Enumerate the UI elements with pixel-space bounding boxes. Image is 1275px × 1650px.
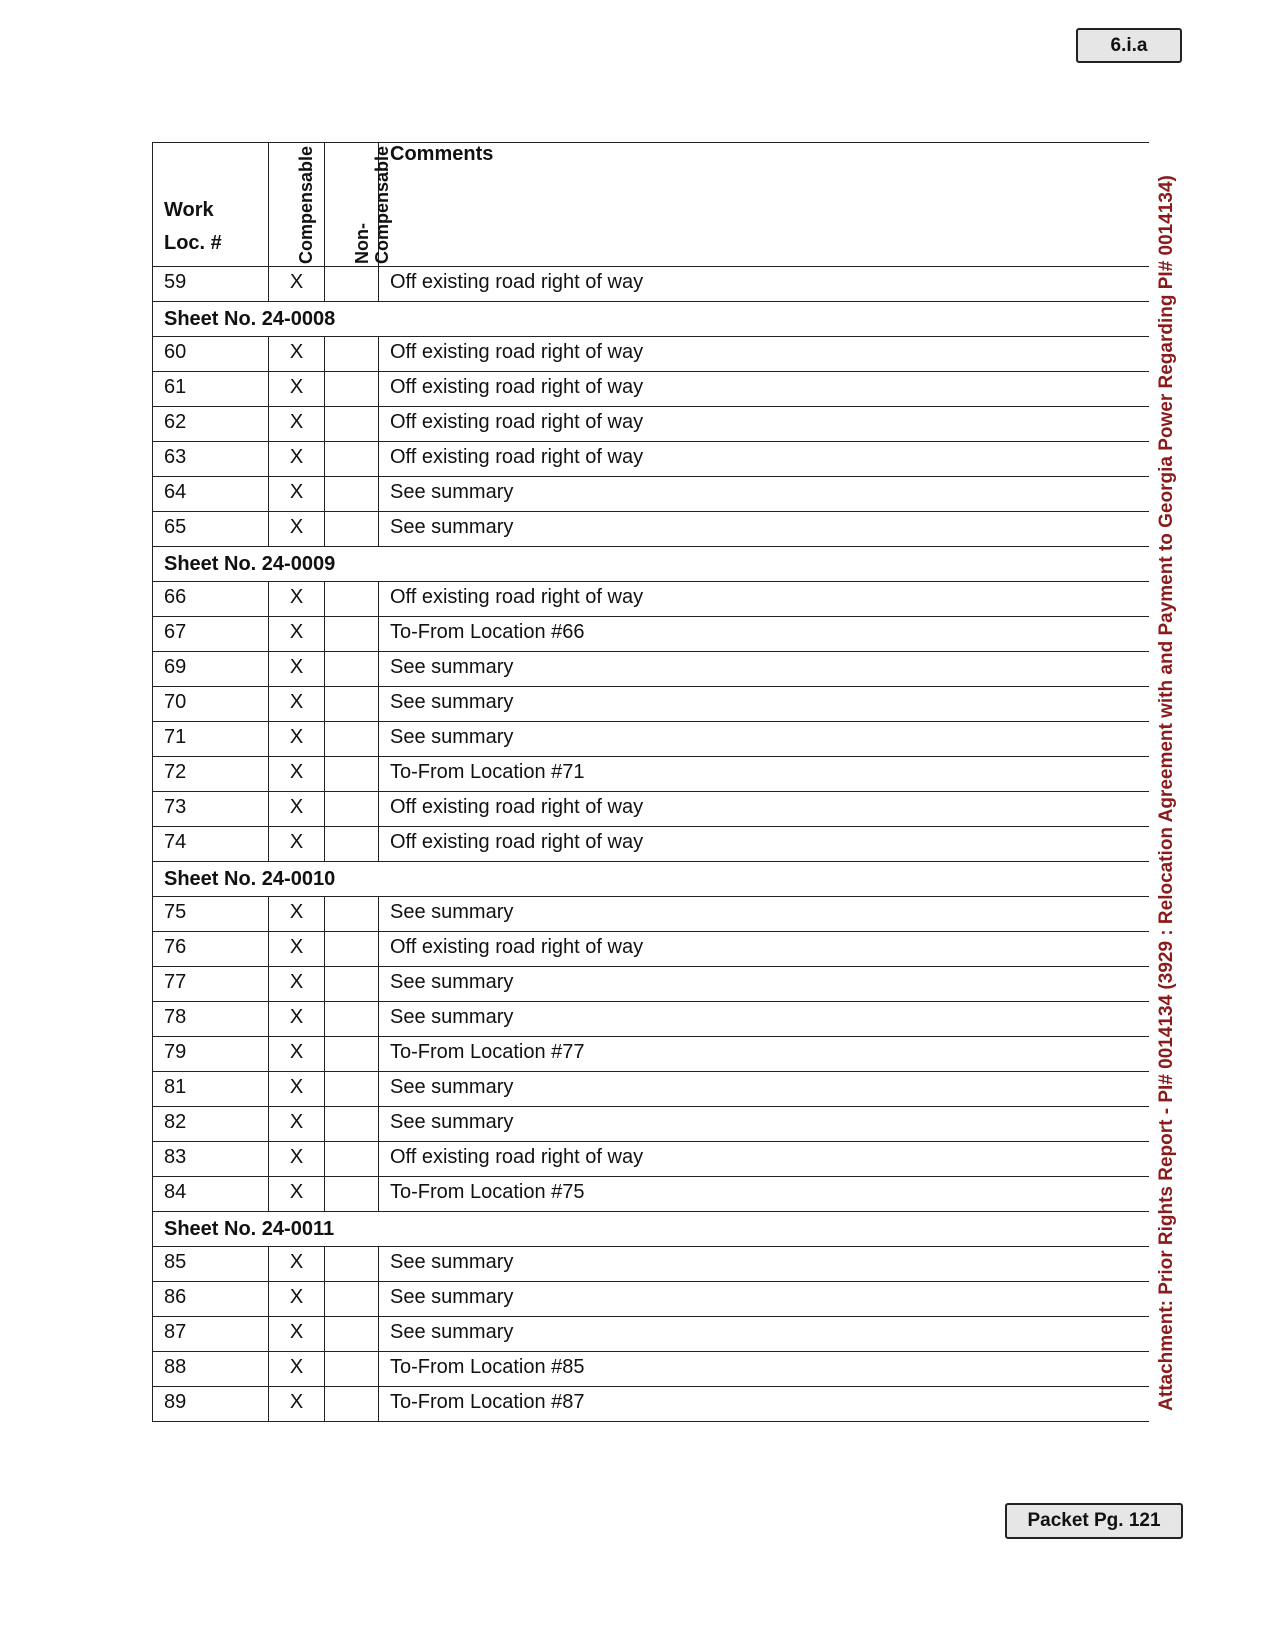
header-non-compensable-label bbox=[352, 146, 392, 264]
non-compensable-cell bbox=[325, 442, 379, 476]
sheet-number-row bbox=[153, 862, 1149, 897]
compensable-cell: X bbox=[269, 967, 325, 1001]
work-location-table bbox=[152, 142, 1149, 1422]
table-row bbox=[153, 372, 1149, 407]
work-loc-cell: 86 bbox=[153, 1282, 269, 1316]
compensable-cell: X bbox=[269, 932, 325, 966]
work-loc-cell: 89 bbox=[153, 1387, 269, 1421]
compensable-cell: X bbox=[269, 617, 325, 651]
non-compensable-cell bbox=[325, 757, 379, 791]
table-row bbox=[153, 687, 1149, 722]
work-loc-cell: 74 bbox=[153, 827, 269, 861]
comment-cell: Off existing road right of way bbox=[390, 1146, 644, 1168]
sheet-number-label: Sheet No. 24-0011 bbox=[164, 1217, 335, 1240]
table-row bbox=[153, 477, 1149, 512]
work-loc-cell: 67 bbox=[153, 617, 269, 651]
non-compensable-cell bbox=[325, 512, 379, 546]
compensable-cell: X bbox=[269, 1177, 325, 1211]
table-row bbox=[153, 337, 1149, 372]
work-loc-cell: 65 bbox=[153, 512, 269, 546]
compensable-cell: X bbox=[269, 1247, 325, 1281]
compensable-cell: X bbox=[269, 477, 325, 511]
table-row bbox=[153, 1282, 1149, 1317]
comment-cell: Off existing road right of way bbox=[390, 936, 644, 958]
compensable-cell: X bbox=[269, 267, 325, 301]
packet-page-number: Packet Pg. 121 bbox=[1005, 1503, 1183, 1539]
sheet-number-row bbox=[153, 547, 1149, 582]
comment-cell: To-From Location #85 bbox=[390, 1356, 585, 1378]
non-compensable-cell bbox=[325, 582, 379, 616]
comment-cell: Off existing road right of way bbox=[390, 376, 644, 398]
attachment-side-caption: Attachment: Prior Rights Report - PI# 0014134 (3929 : Relocation Agreement with and Payment to Georgia Power Regarding PI# 0014134) bbox=[1156, 175, 1177, 1411]
compensable-cell: X bbox=[269, 1037, 325, 1071]
work-loc-cell: 73 bbox=[153, 792, 269, 826]
table-row bbox=[153, 442, 1149, 477]
table-row bbox=[153, 1177, 1149, 1212]
work-loc-cell: 69 bbox=[153, 652, 269, 686]
non-compensable-cell bbox=[325, 337, 379, 371]
agenda-item-tag: 6.i.a bbox=[1076, 28, 1182, 63]
compensable-cell: X bbox=[269, 512, 325, 546]
table-row bbox=[153, 897, 1149, 932]
work-loc-cell: 59 bbox=[153, 267, 269, 301]
table-row bbox=[153, 1002, 1149, 1037]
work-loc-cell: 75 bbox=[153, 897, 269, 931]
table-row bbox=[153, 1387, 1149, 1422]
table-row bbox=[153, 617, 1149, 652]
work-loc-cell: 76 bbox=[153, 932, 269, 966]
comment-cell: See summary bbox=[390, 1321, 514, 1343]
non-compensable-cell bbox=[325, 1107, 379, 1141]
compensable-cell: X bbox=[269, 897, 325, 931]
comment-cell: Off existing road right of way bbox=[390, 411, 644, 433]
non-compensable-cell bbox=[325, 267, 379, 301]
compensable-cell: X bbox=[269, 337, 325, 371]
table-row bbox=[153, 1352, 1149, 1387]
sheet-number-row bbox=[153, 1212, 1149, 1247]
table-row bbox=[153, 1107, 1149, 1142]
comment-cell: To-From Location #75 bbox=[390, 1181, 585, 1203]
work-loc-cell: 61 bbox=[153, 372, 269, 406]
work-loc-cell: 71 bbox=[153, 722, 269, 756]
comment-cell: See summary bbox=[390, 1006, 514, 1028]
non-compensable-cell bbox=[325, 1317, 379, 1351]
comment-cell: See summary bbox=[390, 1251, 514, 1273]
compensable-cell: X bbox=[269, 792, 325, 826]
work-loc-cell: 60 bbox=[153, 337, 269, 371]
non-compensable-cell bbox=[325, 1387, 379, 1421]
non-compensable-cell bbox=[325, 722, 379, 756]
table-row bbox=[153, 1142, 1149, 1177]
non-compensable-cell bbox=[325, 1002, 379, 1036]
work-loc-cell: 72 bbox=[153, 757, 269, 791]
comment-cell: To-From Location #87 bbox=[390, 1391, 585, 1413]
header-non-line2: Compensable bbox=[371, 145, 392, 264]
table-row bbox=[153, 1317, 1149, 1352]
work-loc-cell: 81 bbox=[153, 1072, 269, 1106]
comment-cell: See summary bbox=[390, 656, 514, 678]
non-compensable-cell bbox=[325, 372, 379, 406]
comment-cell: Off existing road right of way bbox=[390, 271, 644, 293]
header-work-line1: Work bbox=[164, 199, 214, 221]
non-compensable-cell bbox=[325, 617, 379, 651]
table-row bbox=[153, 1037, 1149, 1072]
sheet-number-label: Sheet No. 24-0009 bbox=[164, 552, 336, 575]
non-compensable-cell bbox=[325, 477, 379, 511]
comment-cell: See summary bbox=[390, 1286, 514, 1308]
work-loc-cell: 62 bbox=[153, 407, 269, 441]
header-work-loc bbox=[153, 143, 269, 266]
compensable-cell: X bbox=[269, 1142, 325, 1176]
non-compensable-cell bbox=[325, 792, 379, 826]
compensable-cell: X bbox=[269, 1002, 325, 1036]
comment-cell: To-From Location #66 bbox=[390, 621, 585, 643]
table-row bbox=[153, 582, 1149, 617]
comment-cell: Off existing road right of way bbox=[390, 586, 644, 608]
work-loc-cell: 88 bbox=[153, 1352, 269, 1386]
comment-cell: See summary bbox=[390, 691, 514, 713]
header-compensable bbox=[269, 143, 325, 266]
work-loc-cell: 70 bbox=[153, 687, 269, 721]
comment-cell: See summary bbox=[390, 1111, 514, 1133]
non-compensable-cell bbox=[325, 1247, 379, 1281]
header-work-line2: Loc. # bbox=[164, 232, 222, 254]
compensable-cell: X bbox=[269, 722, 325, 756]
work-loc-cell: 84 bbox=[153, 1177, 269, 1211]
work-loc-cell: 64 bbox=[153, 477, 269, 511]
comment-cell: To-From Location #71 bbox=[390, 761, 585, 783]
non-compensable-cell bbox=[325, 687, 379, 721]
non-compensable-cell bbox=[325, 1352, 379, 1386]
table-row bbox=[153, 1072, 1149, 1107]
table-row bbox=[153, 512, 1149, 547]
non-compensable-cell bbox=[325, 967, 379, 1001]
compensable-cell: X bbox=[269, 652, 325, 686]
comment-cell: See summary bbox=[390, 516, 514, 538]
header-compensable-label: Compensable bbox=[295, 145, 316, 264]
non-compensable-cell bbox=[325, 1177, 379, 1211]
non-compensable-cell bbox=[325, 897, 379, 931]
header-non-line1: Non- bbox=[351, 223, 372, 264]
comment-cell: See summary bbox=[390, 726, 514, 748]
table-row bbox=[153, 967, 1149, 1002]
comment-cell: To-From Location #77 bbox=[390, 1041, 585, 1063]
header-non-compensable bbox=[325, 143, 392, 266]
table-row bbox=[153, 267, 1149, 302]
comment-cell: Off existing road right of way bbox=[390, 341, 644, 363]
work-loc-cell: 66 bbox=[153, 582, 269, 616]
non-compensable-cell bbox=[325, 1282, 379, 1316]
comment-cell: Off existing road right of way bbox=[390, 446, 644, 468]
non-compensable-cell bbox=[325, 827, 379, 861]
table-row bbox=[153, 407, 1149, 442]
table-header-row bbox=[153, 143, 1149, 267]
compensable-cell: X bbox=[269, 1387, 325, 1421]
compensable-cell: X bbox=[269, 1282, 325, 1316]
table-body bbox=[153, 267, 1149, 1422]
comment-cell: Off existing road right of way bbox=[390, 831, 644, 853]
table-row bbox=[153, 932, 1149, 967]
work-loc-cell: 77 bbox=[153, 967, 269, 1001]
non-compensable-cell bbox=[325, 1072, 379, 1106]
work-loc-cell: 83 bbox=[153, 1142, 269, 1176]
non-compensable-cell bbox=[325, 407, 379, 441]
work-loc-cell: 78 bbox=[153, 1002, 269, 1036]
work-loc-cell: 82 bbox=[153, 1107, 269, 1141]
table-row bbox=[153, 827, 1149, 862]
compensable-cell: X bbox=[269, 757, 325, 791]
compensable-cell: X bbox=[269, 442, 325, 476]
compensable-cell: X bbox=[269, 687, 325, 721]
comment-cell: See summary bbox=[390, 971, 514, 993]
compensable-cell: X bbox=[269, 1352, 325, 1386]
work-loc-cell: 87 bbox=[153, 1317, 269, 1351]
compensable-cell: X bbox=[269, 1107, 325, 1141]
sheet-number-row bbox=[153, 302, 1149, 337]
table-row bbox=[153, 652, 1149, 687]
sheet-number-label: Sheet No. 24-0010 bbox=[164, 867, 336, 890]
compensable-cell: X bbox=[269, 1072, 325, 1106]
compensable-cell: X bbox=[269, 1317, 325, 1351]
comment-cell: See summary bbox=[390, 481, 514, 503]
non-compensable-cell bbox=[325, 932, 379, 966]
header-comments: Comments bbox=[390, 143, 494, 165]
work-loc-cell: 63 bbox=[153, 442, 269, 476]
non-compensable-cell bbox=[325, 652, 379, 686]
table-row bbox=[153, 792, 1149, 827]
compensable-cell: X bbox=[269, 582, 325, 616]
comment-cell: Off existing road right of way bbox=[390, 796, 644, 818]
table-row bbox=[153, 722, 1149, 757]
compensable-cell: X bbox=[269, 407, 325, 441]
work-loc-cell: 85 bbox=[153, 1247, 269, 1281]
compensable-cell: X bbox=[269, 372, 325, 406]
non-compensable-cell bbox=[325, 1037, 379, 1071]
non-compensable-cell bbox=[325, 1142, 379, 1176]
work-loc-cell: 79 bbox=[153, 1037, 269, 1071]
compensable-cell: X bbox=[269, 827, 325, 861]
comment-cell: See summary bbox=[390, 1076, 514, 1098]
table-row bbox=[153, 1247, 1149, 1282]
sheet-number-label: Sheet No. 24-0008 bbox=[164, 307, 336, 330]
table-row bbox=[153, 757, 1149, 792]
comment-cell: See summary bbox=[390, 901, 514, 923]
